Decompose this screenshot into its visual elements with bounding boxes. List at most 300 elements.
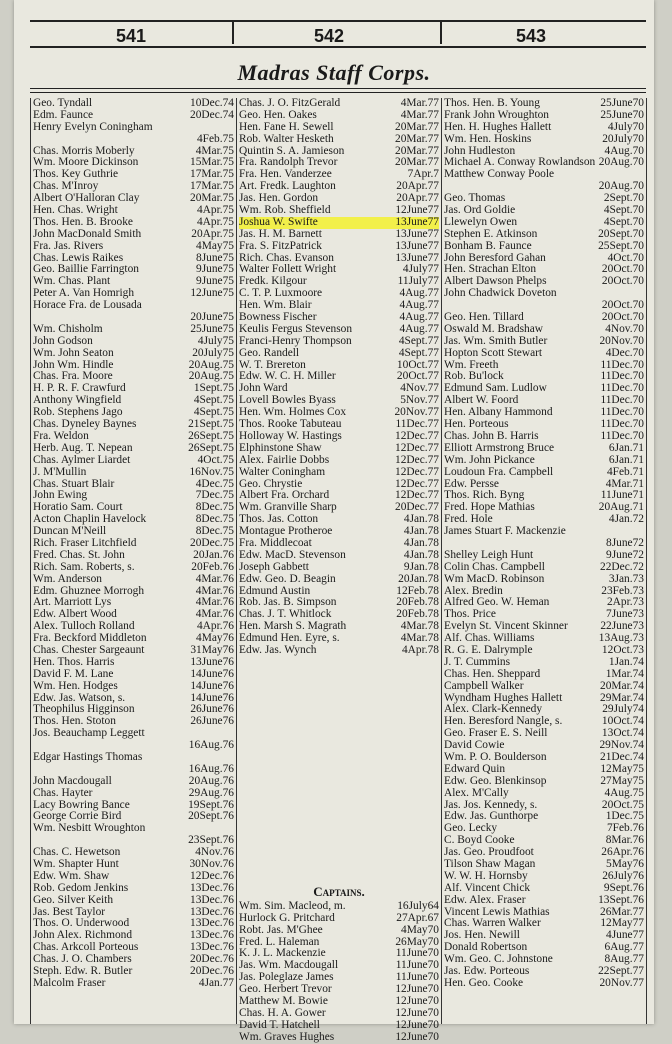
- commission-date: 20Dec.76: [190, 965, 234, 978]
- officer-name: K. J. L. Mackenzie: [239, 947, 326, 960]
- title-rule-lower: [30, 92, 646, 93]
- officer-name: John Godson: [33, 334, 93, 347]
- officer-entry: [444, 681, 644, 693]
- officer-entry: [444, 229, 644, 241]
- officer-name: Quintin S. A. Jamieson: [239, 144, 345, 157]
- commission-date: 13Oct.74: [601, 727, 644, 740]
- commission-date: 2Sept.70: [603, 192, 644, 205]
- officer-name: Edm. Faunce: [33, 108, 94, 121]
- commission-date: 20Apr.75: [191, 227, 234, 240]
- commission-date: 20Dec.76: [190, 953, 234, 966]
- officer-name: Chas. Hayter: [33, 786, 93, 799]
- commission-date: 20Sept.70: [598, 227, 644, 240]
- commission-date: 4Mar.77: [400, 108, 439, 121]
- commission-date: 12Dec.77: [395, 429, 439, 442]
- officer-name: Chas. Stuart Blair: [33, 477, 115, 490]
- officer-name: Robt. Jas. M'Ghee: [239, 923, 323, 936]
- officer-entry: [444, 657, 644, 669]
- officer-name: Rob. Jas. B. Simpson: [239, 596, 337, 609]
- commission-date: 20Mar.77: [395, 156, 439, 169]
- officer-name: Alf. Chas. Williams: [444, 632, 535, 645]
- commission-date: 20July75: [192, 346, 234, 359]
- commission-date: 25June70: [600, 108, 644, 121]
- commission-date: 13Dec.76: [190, 905, 234, 918]
- commission-date: 8June75: [196, 251, 234, 264]
- commission-date: 21Dec.74: [600, 750, 644, 763]
- officer-name: Chas. John B. Harris: [444, 429, 539, 442]
- officer-name: Chas. Chester Sargeaunt: [33, 643, 145, 656]
- officer-name: John Wm. Hindle: [33, 358, 114, 371]
- commission-date: 14June76: [190, 667, 234, 680]
- commission-date: 12Feb.78: [396, 584, 439, 597]
- commission-date: 13June77: [395, 239, 439, 252]
- officer-entry: [33, 657, 234, 669]
- commission-date: 13June77: [395, 251, 439, 264]
- officer-entry: [33, 467, 234, 479]
- commission-date: 20Nov.77: [599, 976, 644, 989]
- header-divider-right: [440, 22, 442, 44]
- commission-date: 12May75: [600, 762, 644, 775]
- commission-date: 31May76: [190, 643, 234, 656]
- commission-date: 11June70: [395, 971, 439, 984]
- commission-date: 20Apr.77: [396, 180, 439, 193]
- officer-name: Wm. Anderson: [33, 572, 102, 585]
- officer-name: Geo. Tyndall: [33, 97, 93, 109]
- officer-name: Chas. Warren Walker: [444, 917, 541, 930]
- commission-date: 12Dec.77: [395, 489, 439, 502]
- officer-name: Jas. Best Taylor: [33, 905, 106, 918]
- officer-name: Stephen E. Atkinson: [444, 227, 538, 240]
- commission-date: 4Dec.70: [605, 346, 644, 359]
- officer-entry: [33, 550, 234, 562]
- officer-entry: [33, 336, 234, 348]
- officer-entry: [33, 455, 234, 467]
- captains-heading: Captains.: [313, 883, 365, 899]
- commission-date: 25Sept.70: [598, 239, 644, 252]
- commission-date: 10Oct.74: [601, 715, 644, 728]
- officer-entry: [444, 550, 644, 562]
- officer-entry: [239, 1008, 439, 1020]
- officer-entry: [444, 895, 644, 907]
- page-number-center: 542: [314, 26, 345, 46]
- officer-entry: [33, 134, 234, 146]
- commission-date: 5Nov.77: [400, 394, 439, 407]
- officer-name: Fra. Jas. Rivers: [33, 239, 104, 252]
- commission-date: 21Sept.75: [188, 418, 234, 431]
- officer-entry: [239, 443, 439, 455]
- officer-name: Walter Coningham: [239, 465, 326, 478]
- officer-name: Holloway W. Hastings: [239, 429, 342, 442]
- commission-date: 13Dec.76: [190, 917, 234, 930]
- commission-date: 13June77: [395, 227, 439, 240]
- commission-date: 13Aug.73: [598, 632, 644, 645]
- commission-date: 4Mar.71: [605, 477, 644, 490]
- officer-name: Geo. Fraser E. S. Neill: [444, 727, 548, 740]
- commission-date: 8Dec.75: [195, 525, 234, 538]
- officer-name: Wm. John Pickance: [444, 453, 535, 466]
- officer-name: Wm. Graves Hughes: [239, 1030, 335, 1043]
- commission-date: 4May76: [196, 632, 234, 645]
- officer-name: Jas. Hen. Gordon: [239, 192, 319, 205]
- officer-entry: [444, 669, 644, 681]
- commission-date: 7Apr.7: [407, 168, 439, 181]
- officer-entry: [239, 913, 439, 925]
- commission-date: 6Jan.71: [608, 441, 644, 454]
- commission-date: 20Oct.77: [396, 370, 439, 383]
- officer-name: J. M'Mullin: [33, 465, 87, 478]
- commission-date: 11Dec.70: [600, 394, 644, 407]
- commission-date: 20Jan.76: [193, 548, 234, 561]
- commission-date: 20Mar.75: [190, 192, 234, 205]
- officer-name: Hen. Beresford Nangle, s.: [444, 715, 563, 728]
- officer-name: Edmund Hen. Eyre, s.: [239, 632, 340, 645]
- officer-name: Fred. Hole: [444, 513, 493, 526]
- officer-name: Chas. J. T. Whitlock: [239, 608, 332, 621]
- officer-name: Jos. Hen. Newill: [444, 929, 520, 942]
- commission-date: 13Sept.76: [598, 893, 644, 906]
- officer-name: Geo. Baillie Farrington: [33, 263, 139, 276]
- officer-name: Hurlock G. Pritchard: [239, 911, 335, 924]
- officer-name: Anthony Wingfield: [33, 394, 122, 407]
- commission-date: 6Jan.71: [608, 453, 644, 466]
- officer-name: Herb. Aug. T. Nepean: [33, 441, 133, 454]
- commission-date: 4Mar.76: [195, 584, 234, 597]
- commission-date: 4Mar.75: [195, 144, 234, 157]
- title-rule-upper: [30, 88, 646, 89]
- officer-name: Steph. Edw. R. Butler: [33, 965, 133, 978]
- officer-name: Art. Fredk. Laughton: [239, 180, 336, 193]
- officer-name: Peter A. Van Homrigh: [33, 287, 135, 300]
- column-rule-1: [236, 98, 237, 1024]
- officer-name: Albert Fra. Orchard: [239, 489, 330, 502]
- commission-date: 22Sept.77: [598, 965, 644, 978]
- commission-date: 12Dec.76: [190, 869, 234, 882]
- commission-date: 10Dec.74: [190, 97, 234, 109]
- officer-name: Wm. Moore Dickinson: [33, 156, 139, 169]
- commission-date: 13Dec.76: [190, 941, 234, 954]
- officer-name: David F. M. Lane: [33, 667, 114, 680]
- officer-name: John Chadwick Doveton: [444, 287, 557, 300]
- officer-name: Edw. Jas. Watson, s.: [33, 691, 126, 704]
- section-spacer: [239, 657, 439, 881]
- officer-entry: [239, 241, 439, 253]
- officer-entry: [33, 871, 234, 883]
- officer-name: Elliott Armstrong Bruce: [444, 441, 555, 454]
- column-rule-outer-left: [30, 98, 31, 1024]
- officer-entry: [444, 788, 644, 800]
- officer-entry: [239, 134, 439, 146]
- officer-name: Henry Evelyn Coningham: [33, 120, 153, 133]
- commission-date: 9June75: [196, 263, 234, 276]
- officer-name: Vincent Lewis Mathias: [444, 905, 550, 918]
- officer-name: David Cowie: [444, 739, 505, 752]
- commission-date: 11Dec.70: [600, 370, 644, 383]
- commission-date: 20Dec.74: [190, 108, 234, 121]
- officer-name: Alex. Clark-Kennedy: [444, 703, 543, 716]
- officer-entry: [33, 110, 234, 122]
- officer-name: J. T. Cummins: [444, 655, 511, 668]
- officer-entry: [33, 764, 234, 776]
- officer-name: Hen. Wm. Holmes Cox: [239, 406, 347, 419]
- officer-name: Chas. Dyneley Baynes: [33, 418, 137, 431]
- officer-name: Geo. Herbert Trevor: [239, 983, 332, 996]
- officer-name: Edw. MacD. Stevenson: [239, 548, 346, 561]
- commission-date: 20July70: [602, 132, 644, 145]
- officer-name: Chas. Lewis Raikes: [33, 251, 124, 264]
- commission-date: 20Mar.74: [600, 679, 644, 692]
- officer-entry: [444, 134, 644, 146]
- officer-entry: [239, 229, 439, 241]
- officer-name: Edmund Sam. Ludlow: [444, 382, 547, 395]
- officer-name: Frank John Wroughton: [444, 108, 550, 121]
- commission-date: 4Jan.78: [403, 513, 439, 526]
- commission-date: 26Mar.77: [600, 905, 644, 918]
- officer-entry: [239, 348, 439, 360]
- commission-date: 4Mar.77: [400, 97, 439, 109]
- officer-name: Edw. Alex. Fraser: [444, 893, 526, 906]
- commission-date: 20Oct.70: [601, 263, 644, 276]
- commission-date: 4May75: [196, 239, 234, 252]
- officer-entry: [33, 788, 234, 800]
- commission-date: 4Sept.77: [398, 334, 439, 347]
- officer-name: Wm. Hen. Hodges: [33, 679, 118, 692]
- officer-name: Edward Quin: [444, 762, 506, 775]
- officer-name: Alfred Geo. W. Heman: [444, 596, 550, 609]
- officer-entry: [33, 443, 234, 455]
- commission-date: 14June76: [190, 691, 234, 704]
- officer-name: Hen. Strachan Elton: [444, 263, 537, 276]
- officer-name: John Beresford Gahan: [444, 251, 546, 264]
- officer-name: Loudoun Fra. Campbell: [444, 465, 554, 478]
- commission-date: 20Jan.78: [398, 572, 439, 585]
- officer-entry: [33, 122, 234, 134]
- officer-name: Oswald M. Bradshaw: [444, 322, 544, 335]
- commission-date: 26Sept.75: [188, 441, 234, 454]
- commission-date: 4Apr.75: [196, 204, 234, 217]
- officer-name: Jas. Wm. Smith Butler: [444, 334, 548, 347]
- officer-name: John Ewing: [33, 489, 88, 502]
- officer-name: W. W. H. Hornsby: [444, 869, 528, 882]
- officer-name: Lacy Bowring Bance: [33, 798, 130, 811]
- commission-date: 20Apr.77: [396, 192, 439, 205]
- officer-name: Hen. Geo. Cooke: [444, 976, 524, 989]
- commission-date: 20Aug.75: [188, 358, 234, 371]
- commission-date: 20Feb.78: [396, 608, 439, 621]
- officer-name: Thos. Hen. B. Young: [444, 97, 540, 109]
- officer-name: W. T. Brereton: [239, 358, 306, 371]
- officer-entry: [444, 336, 644, 348]
- commission-date: 27Apr.67: [396, 911, 439, 924]
- commission-date: 14June76: [190, 679, 234, 692]
- officer-name: Matthew Conway Poole: [444, 168, 555, 181]
- document-page: [14, 0, 654, 1043]
- commission-date: 12June70: [395, 983, 439, 996]
- commission-date: 4Sept.75: [193, 394, 234, 407]
- officer-name: Wm. Shapter Hunt: [33, 858, 119, 870]
- commission-date: 20Feb.76: [191, 560, 234, 573]
- officer-name: Geo. Hen. Oakes: [239, 108, 317, 121]
- officer-name: Geo. Lecky: [444, 822, 498, 835]
- officer-name: R. G. E. Dalrymple: [444, 643, 533, 656]
- officer-name: Chas. Arkcoll Porteous: [33, 941, 139, 954]
- commission-date: 20Aug.70: [598, 180, 644, 193]
- officer-name: Geo. Hen. Tillard: [444, 311, 524, 324]
- officer-name: Franci-Henry Thompson: [239, 334, 352, 347]
- page-number-right: 543: [516, 26, 547, 46]
- officer-entry: [33, 681, 234, 693]
- officer-entry: [239, 1032, 439, 1044]
- commission-date: 20Sept.76: [188, 810, 234, 823]
- officer-name: Alf. Vincent Chick: [444, 881, 531, 894]
- officer-name: Thos. Rich. Byng: [444, 489, 525, 502]
- officer-name: Theophilus Higginson: [33, 703, 135, 716]
- officer-name: Thos. O. Underwood: [33, 917, 130, 930]
- commission-date: 11Dec.70: [600, 418, 644, 431]
- officer-name: Rich. Fraser Litchfield: [33, 536, 137, 549]
- officer-entry: [33, 348, 234, 360]
- commission-date: 4Jan.78: [403, 525, 439, 538]
- officer-name: Jas. Jos. Kennedy, s.: [444, 798, 538, 811]
- officer-name: Rich. Sam. Roberts, s.: [33, 560, 135, 573]
- officer-name: Albert W. Foord: [444, 394, 519, 407]
- officer-name: Chas. J. O. FitzGerald: [239, 97, 341, 109]
- commission-date: 1Sept.75: [193, 382, 234, 395]
- commission-date: 20Oct.75: [601, 798, 644, 811]
- officer-entry: [444, 122, 644, 134]
- commission-date: 11Dec.77: [395, 418, 439, 431]
- commission-date: 26May70: [395, 935, 439, 948]
- commission-date: 8Dec.75: [195, 501, 234, 514]
- commission-date: 4May70: [401, 923, 439, 936]
- officer-name: Chas. Aylmer Liardet: [33, 453, 131, 466]
- commission-date: 9June72: [606, 548, 644, 561]
- officer-name: Chas. M'Inroy: [33, 180, 99, 193]
- officer-name: Jas. Ord Goldie: [444, 204, 516, 217]
- officer-name: Joshua W. Swifte: [239, 215, 318, 228]
- officer-name: Wm MacD. Robinson: [444, 572, 545, 585]
- officer-name: Edw. Geo. D. Beagin: [239, 572, 336, 585]
- officer-name: Wm. Hen. Hoskins: [444, 132, 532, 145]
- commission-date: 10Oct.77: [396, 358, 439, 371]
- commission-date: 4Nov.70: [605, 322, 644, 335]
- commission-date: 11June71: [600, 489, 644, 502]
- officer-entry: [33, 883, 234, 895]
- commission-date: 20Mar.77: [395, 120, 439, 133]
- commission-date: 26Apr.76: [601, 846, 644, 859]
- column-left: [33, 98, 234, 1024]
- officer-entry: [33, 562, 234, 574]
- officer-name: Joseph Gabbett: [239, 560, 309, 573]
- commission-date: 16Aug.76: [188, 739, 234, 752]
- officer-name: Geo. Silver Keith: [33, 893, 114, 906]
- officer-name: Fra. Beckford Middleton: [33, 632, 147, 645]
- officer-name: Hen. Wm. Blair: [239, 299, 312, 312]
- officer-entry: [33, 574, 234, 586]
- officer-name: Hen. Marsh S. Magrath: [239, 620, 347, 633]
- commission-date: 9Jan.78: [403, 560, 439, 573]
- officer-entry: [444, 978, 644, 990]
- officer-name: Edw. W. C. H. Miller: [239, 370, 336, 383]
- commission-date: 20Mar.77: [395, 132, 439, 145]
- officer-name: Chas. Hen. Sheppard: [444, 667, 541, 680]
- column-rule-outer-right: [646, 98, 647, 1024]
- officer-entry: [239, 550, 439, 562]
- officer-name: Rob. Gedom Jenkins: [33, 881, 129, 894]
- officer-name: Fra. Randolph Trevor: [239, 156, 338, 169]
- commission-date: 13Dec.76: [190, 893, 234, 906]
- commission-date: 26Sept.75: [188, 429, 234, 442]
- officer-entry: [239, 110, 439, 122]
- commission-date: 1Jan.74: [608, 655, 644, 668]
- commission-date: 30Nov.76: [189, 858, 234, 870]
- commission-date: 16Nov.75: [189, 465, 234, 478]
- officer-name: C. T. P. Luxmoore: [239, 287, 323, 300]
- top-rule: [30, 20, 646, 22]
- commission-date: 6Aug.77: [604, 941, 644, 954]
- officer-entry: [444, 776, 644, 788]
- commission-date: 4Sept.77: [398, 346, 439, 359]
- highlighted-entry: [239, 217, 439, 229]
- commission-date: 16Aug.76: [188, 762, 234, 775]
- officer-name: Edw. Persse: [444, 477, 499, 490]
- officer-name: Edw. Jas. Wynch: [239, 643, 317, 656]
- commission-date: 8Mar.76: [605, 834, 644, 847]
- commission-date: 7Dec.75: [195, 489, 234, 502]
- commission-date: 8Aug.77: [604, 953, 644, 966]
- commission-date: 22Dec.72: [600, 560, 644, 573]
- officer-name: David T. Hatchell: [239, 1018, 320, 1031]
- officer-name: Wm. John Seaton: [33, 346, 114, 359]
- officer-name: Albert O'Halloran Clay: [33, 192, 140, 205]
- commission-date: 4Sept.70: [603, 204, 644, 217]
- header-divider-left: [232, 22, 234, 44]
- commission-date: 20Aug.70: [598, 156, 644, 169]
- commission-date: 20Nov.77: [394, 406, 439, 419]
- officer-name: George Corrie Bird: [33, 810, 122, 823]
- commission-date: 4Jan.78: [403, 548, 439, 561]
- commission-date: 4Mar.76: [195, 608, 234, 621]
- commission-date: 4Jan.72: [608, 513, 644, 526]
- commission-date: 20Aug.75: [188, 370, 234, 383]
- officer-name: Thos. Key Guthrie: [33, 168, 119, 181]
- column-middle: [239, 97, 439, 1043]
- commission-date: 7Feb.76: [606, 822, 644, 835]
- officer-entry: [239, 574, 439, 586]
- commission-date: 4Mar.78: [400, 632, 439, 645]
- commission-date: 12June77: [395, 204, 439, 217]
- commission-date: 4July70: [607, 120, 644, 133]
- officer-name: Thos. Hen. Stoton: [33, 715, 116, 728]
- commission-date: 11June70: [395, 959, 439, 972]
- officer-name: Fra. Hen. Vanderzee: [239, 168, 332, 181]
- officer-name: Alex. Bredin: [444, 584, 503, 597]
- officer-name: Edw. Wm. Shaw: [33, 869, 110, 882]
- officer-entry: [444, 883, 644, 895]
- officer-name: Geo. Randell: [239, 346, 300, 359]
- officer-name: Chas. C. Hewetson: [33, 846, 121, 859]
- officer-entry: [444, 574, 644, 586]
- officer-entry: [239, 925, 439, 937]
- commission-date: 22June73: [600, 620, 644, 633]
- officer-name: Elphinstone Shaw: [239, 441, 322, 454]
- officer-name: Lovell Bowles Byass: [239, 394, 336, 407]
- commission-date: 4Aug.75: [604, 786, 644, 799]
- page-number-left: 541: [116, 26, 147, 46]
- commission-date: 13June76: [190, 655, 234, 668]
- officer-entry: [444, 217, 644, 229]
- officer-name: Hen. H. Hughes Hallett: [444, 120, 552, 133]
- commission-date: 3Jan.73: [608, 572, 644, 585]
